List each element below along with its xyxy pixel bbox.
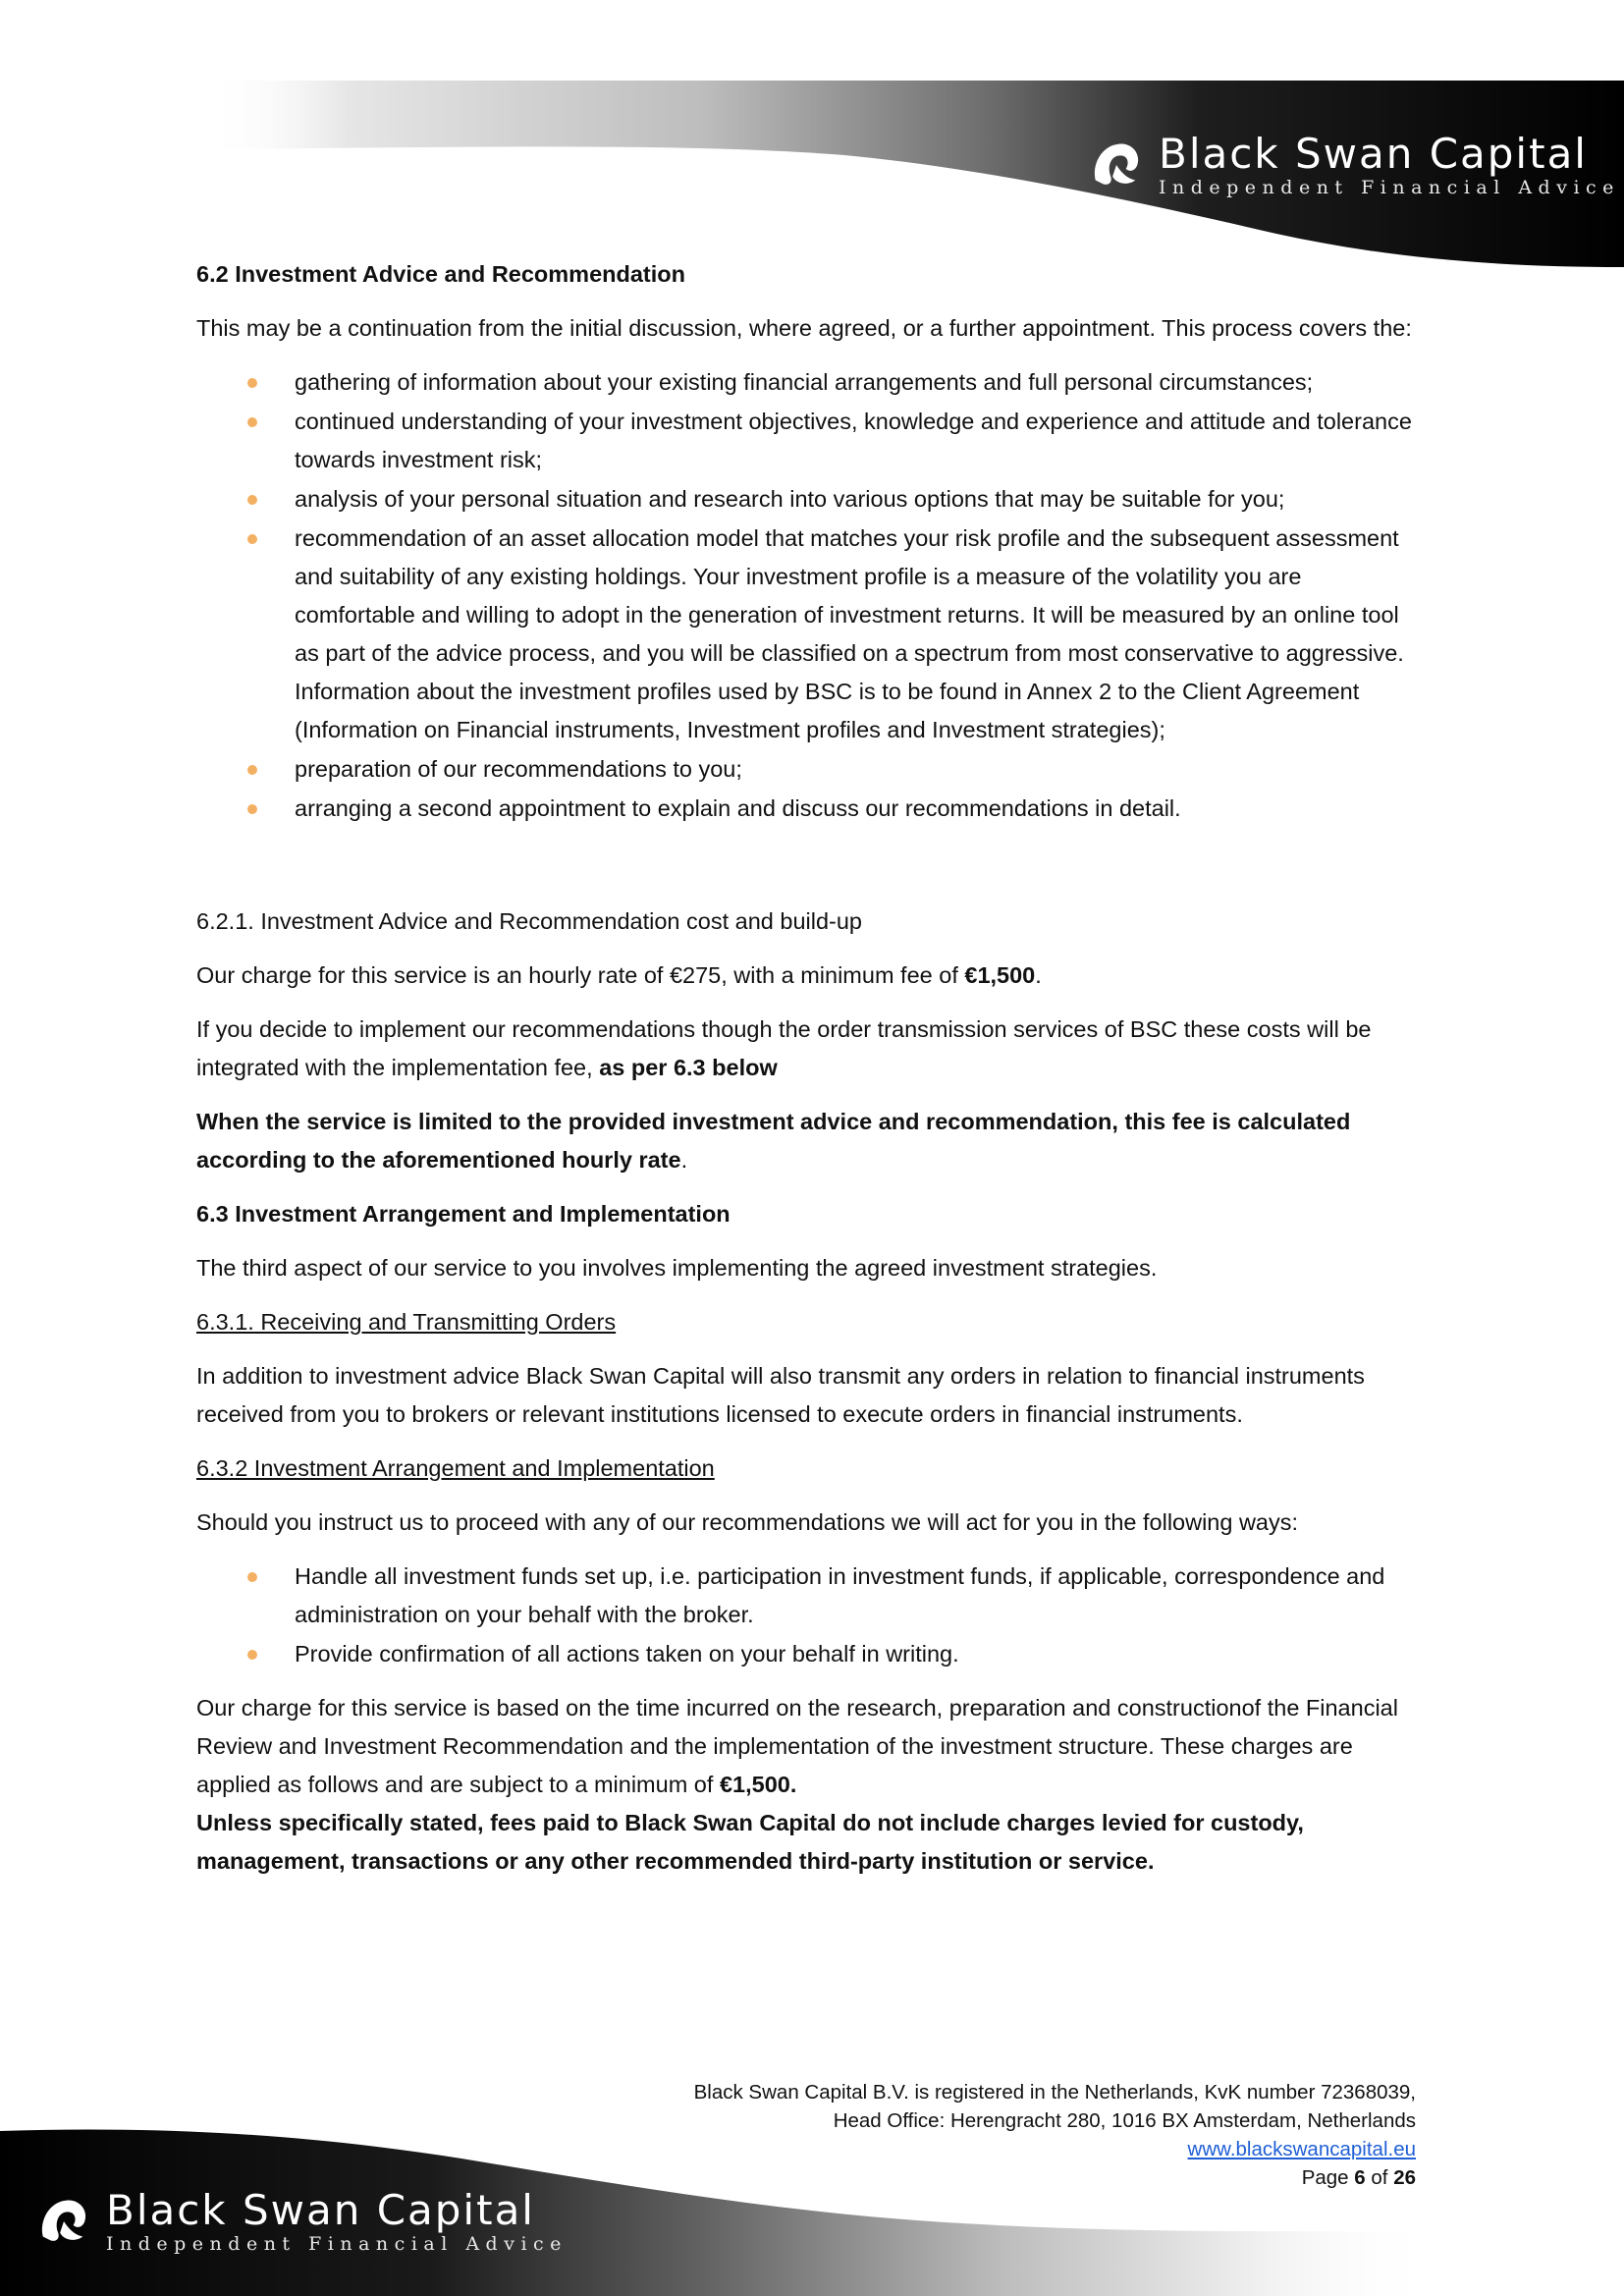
section-6-3-2-heading: 6.3.2 Investment Arrangement and Implementation [196,1455,715,1481]
footer-info [694,2078,1416,2192]
header-logo [1088,132,1620,198]
section-6-3-heading: 6.3 Investment Arrangement and Implementation [196,1201,731,1227]
document-body [196,255,1419,1896]
list-item: recommendation of an asset allocation model that matches your risk profile and the subsequent assessment and suitability of any existing holdings. Your investment profile is a measure of the volatility you are comfortable and willing to adopt in the generation of investment returns. It will be measured by an online tool as part of the advice process, and you will be classified on a spectrum from most conservative to aggressive. Information about the investment profiles used by BSC is to be found in Annex 2 to the Client Agreement (Information on Financial instruments, Investment profiles and Investment strategies); [196,519,1419,749]
footer-registration: Black Swan Capital B.V. is registered in the Netherlands, KvK number 72368039, [693,2081,1416,2104]
section-6-3-charge-text: Our charge for this service is based on the time incurred on the research, preparation and constructionof the Financial Review and Investment Recommendation and the implementation of the investment structure. These charges are applied as follows and are subject to a minimum of [196,1695,1398,1797]
section-6-2-heading: 6.2 Investment Advice and Recommendation [196,261,685,287]
section-6-3-intro: The third aspect of our service to you involves implementing the agreed investment strategies. [196,1255,1158,1281]
section-6-3-1-text: In addition to investment advice Black Swan Capital will also transmit any orders in relation to financial instruments received from you to brokers or relevant institutions licensed to execute orders in financial instruments. [196,1363,1365,1427]
section-6-3-1-heading: 6.3.1. Receiving and Transmitting Orders [196,1309,617,1335]
website-link[interactable]: www.blackswancapital.eu [1187,2138,1416,2160]
list-item: arranging a second appointment to explain and discuss our recommendations in detail. [196,790,1419,828]
brand-tagline: Independent Financial Advice [1159,177,1620,198]
spacer [196,844,1419,902]
brand-name: Black Swan Capital [106,2186,535,2234]
limited-text: When the service is limited to the provided investment advice and recommendation, this fee is calculated according to the aforementioned hourly rate [196,1109,1351,1173]
limited-end: . [680,1147,688,1173]
section-6-3-charge-minimum: €1,500. [719,1772,797,1797]
list-item: analysis of your personal situation and research into various options that may be suitable for you; [196,480,1419,519]
page-number [694,2163,1416,2192]
list-item: Handle all investment funds set up, i.e. participation in investment funds, if applicable, correspondence and administration on your behalf with the broker. [196,1558,1419,1634]
page-label: Page [1301,2166,1355,2189]
footer-address: Head Office: Herengracht 280, 1016 BX Amsterdam, Netherlands [833,2109,1416,2132]
swan-logo-icon [1088,137,1145,193]
list-item: continued understanding of your investment objectives, knowledge and experience and attitude and tolerance towards investment risk; [196,403,1419,479]
limited-paragraph [196,1103,1419,1179]
brand-name: Black Swan Capital [1159,130,1588,178]
page-total: 26 [1393,2166,1416,2189]
section-6-3-list [196,1558,1419,1673]
charge-end: . [1035,962,1042,988]
implement-paragraph [196,1011,1419,1087]
swan-logo-icon [35,2193,92,2250]
section-6-2-list [196,363,1419,828]
section-6-2-intro: This may be a continuation from the initial discussion, where agreed, or a further appointment. This process covers the: [196,315,1412,341]
section-6-3-charge-paragraph [196,1689,1419,1804]
list-item: preparation of our recommendations to you; [196,750,1419,789]
list-item: gathering of information about your existing financial arrangements and full personal circumstances; [196,363,1419,402]
footer-logo [35,2188,568,2255]
list-item: Provide confirmation of all actions taken on your behalf in writing. [196,1635,1419,1673]
charge-text: Our charge for this service is an hourly rate of €275, with a minimum fee of [196,962,965,988]
section-6-3-2-text: Should you instruct us to proceed with any of our recommendations we will act for you in the following ways: [196,1509,1299,1535]
page-current: 6 [1354,2166,1366,2189]
fees-disclaimer: Unless specifically stated, fees paid to Black Swan Capital do not include charges levied for custody, management, transactions or any other recommended third-party institution or service. [196,1810,1304,1874]
section-6-2-1-heading: 6.2.1. Investment Advice and Recommendation cost and build-up [196,908,862,934]
implement-text: If you decide to implement our recommendations though the order transmission services of BSC these costs will be integrated with the implementation fee, [196,1016,1372,1080]
implement-reference: as per 6.3 below [599,1055,778,1080]
charge-minimum: €1,500 [964,962,1036,988]
brand-tagline: Independent Financial Advice [106,2233,568,2255]
charge-paragraph [196,957,1419,995]
page-of: of [1365,2166,1394,2189]
